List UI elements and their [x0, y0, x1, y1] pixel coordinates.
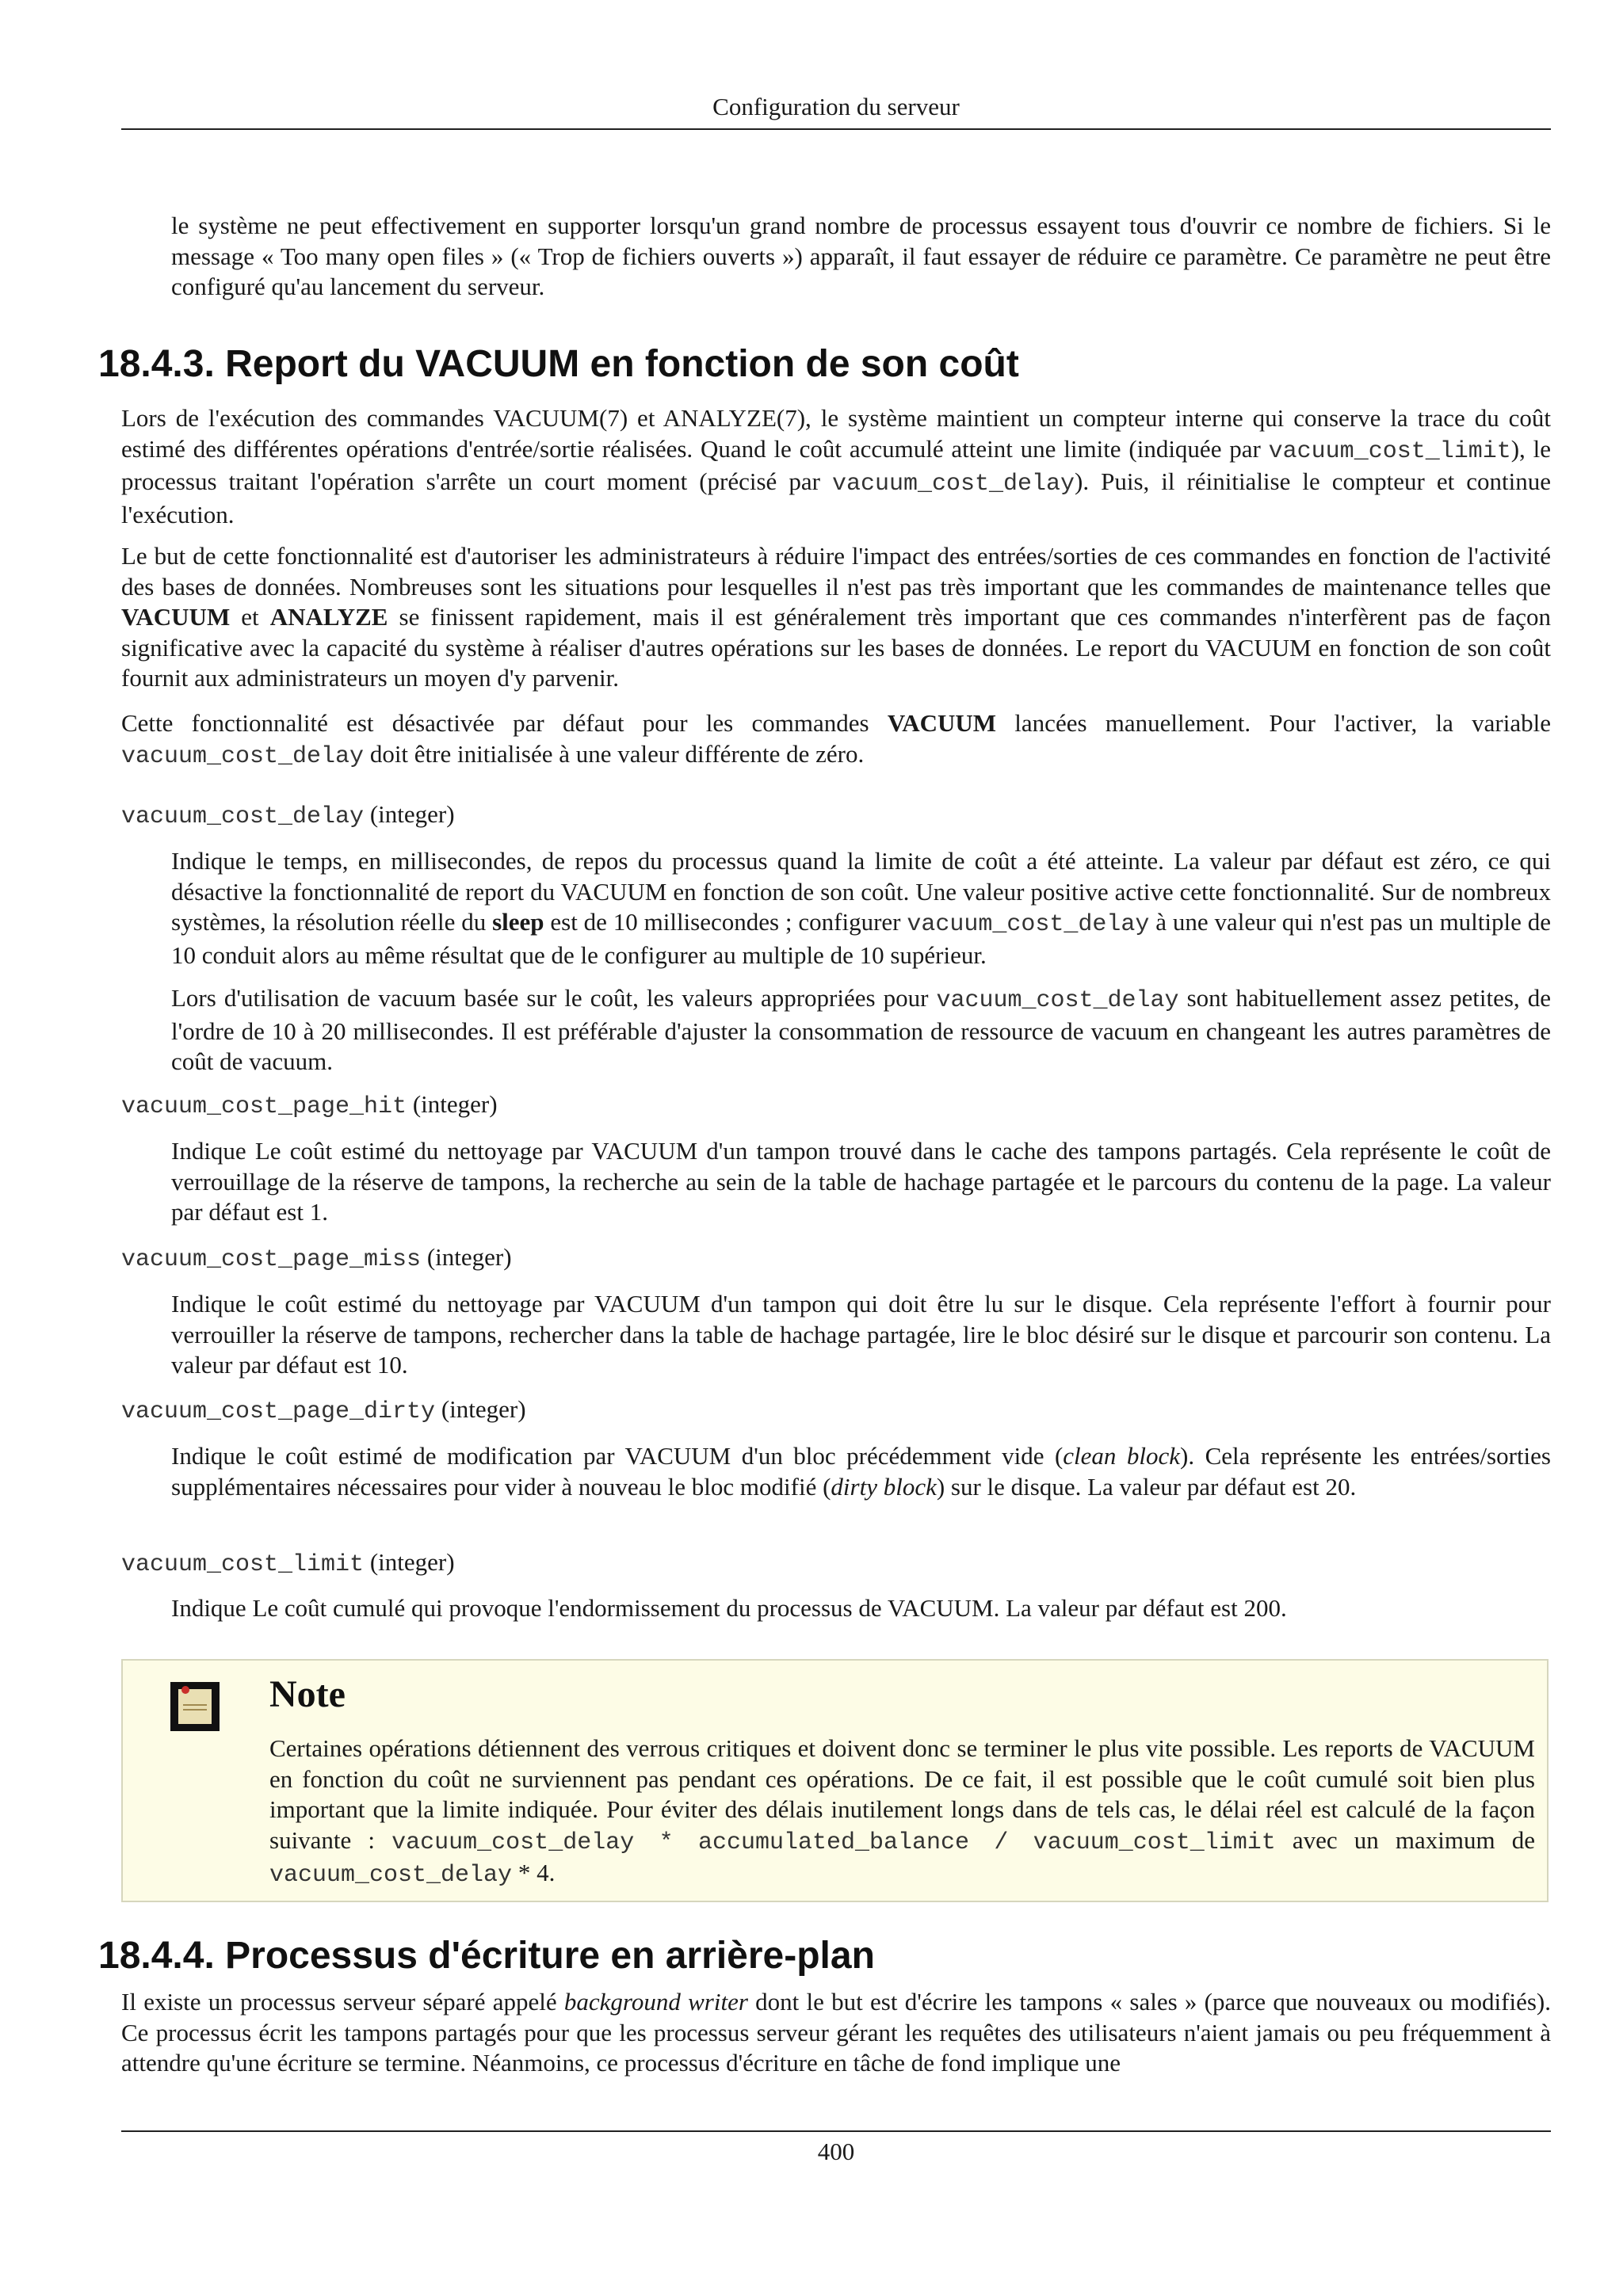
code-vacuum-cost-delay: vacuum_cost_delay: [907, 911, 1150, 938]
note-title: Note: [269, 1673, 346, 1715]
paragraph-background-writer: [121, 1987, 1551, 2079]
text-run: * 4.: [512, 1859, 556, 1886]
text-run: lancées manuellement. Pour l'activer, la variable: [996, 709, 1551, 737]
param-desc-vacuum-cost-page-miss: Indique le coût estimé du nettoyage par VACUUM d'un tampon qui doit être lu sur le disque. Cela représente l'effort à fournir pour verrouiller la réserve de tampons, rechercher dans la table de hachage partagée, lire le bloc désiré sur le disque et parcourir son contenu. La valeur par défaut est 10.: [171, 1290, 1551, 1379]
paragraph-purpose: [121, 541, 1551, 694]
param-type: (integer): [369, 800, 455, 828]
param-name: vacuum_cost_limit: [121, 1551, 365, 1578]
text-run: ) sur le disque. La valeur par défaut est 20.: [936, 1472, 1357, 1501]
param-desc-vacuum-cost-limit: Indique Le coût cumulé qui provoque l'endormissement du processus de VACUUM. La valeur par défaut est 200.: [171, 1594, 1287, 1622]
param-term-vacuum-cost-page-miss: [121, 1242, 1551, 1276]
param-name: vacuum_cost_page_miss: [121, 1246, 422, 1273]
text-run: sont habituellement assez petites, de l'ordre de 10 à 20 millisecondes. Il est préférable d'ajuster la consommation de ressource de vacuum en changeant les autres paramètres de coût de vacuum.: [171, 984, 1551, 1075]
text-run: Lors d'utilisation de vacuum basée sur le coût, les valeurs appropriées pour: [171, 984, 937, 1012]
text-run: Lors de l'exécution des commandes VACUUM(7) et ANALYZE(7), le système maintient un compteur interne qui conserve la trace du coût estimé des différentes opérations d'entrée/sortie réalisées. Quand le coût accumulé atteint une limite (indiquée par: [121, 404, 1551, 463]
param-desc-vacuum-cost-page-hit: Indique Le coût estimé du nettoyage par VACUUM d'un tampon trouvé dans le cache des tampons partagés. Cela représente le coût de verrouillage de la réserve de tampons, la recherche au sein de la table de hachage partagée et le parcours du contenu de la page. La valeur par défaut est 1.: [171, 1137, 1551, 1226]
text-run: Il existe un processus serveur séparé appelé: [121, 1988, 564, 2016]
text-run: ), le processus traitant l'opération s'arrête un court moment (précisé par: [121, 434, 1551, 495]
text-run: doit être initialisée à une valeur différente de zéro.: [364, 739, 865, 768]
header-rule: [121, 128, 1551, 130]
note-paper-shape: [178, 1689, 212, 1724]
note-icon: [170, 1682, 220, 1731]
page-number: 400: [817, 2138, 855, 2165]
text-run: avec un maximum de: [1275, 1825, 1536, 1854]
text-run: à une valeur qui n'est pas un multiple de 10 conduit alors au même résultat que de le configurer au multiple de 10 supérieur.: [171, 908, 1551, 969]
text-run: Certaines opérations détiennent des verrous critiques et doivent donc se terminer le plus vite possible. Les reports de VACUUM en fonction du coût ne surviennent pas pendant ces opérations. De ce fait, il est possible que le coût cumulé soit bien plus important que la limite indiquée. Pour éviter des délais inutilement longs dans de tels cas, le délai réel est calculé de la façon suivante :: [269, 1734, 1535, 1854]
lead-paragraph: le système ne peut effectivement en supporter lorsqu'un grand nombre de processus essayent tous d'ouvrir ce nombre de fichiers. Si le message « Too many open files » (« Trop de fichiers ouverts ») apparaît, il faut essayer de réduire ce paramètre. Ce paramètre ne peut être configuré qu'au lancement du serveur.: [171, 212, 1551, 300]
note-body: [269, 1733, 1535, 1891]
text-run: et: [230, 603, 270, 631]
text-run: Cette fonctionnalité est désactivée par défaut pour les commandes: [121, 709, 888, 737]
text-run: Le but de cette fonctionnalité est d'autoriser les administrateurs à réduire l'impact des entrées/sorties de ces commandes en fonction de l'activité des bases de données. Nombreuses sont les situations pour lesquelles il n'est pas très important que les commandes de maintenance telles que: [121, 542, 1551, 601]
param-desc-vacuum-cost-delay-2: [171, 983, 1551, 1077]
italic-background-writer: background writer: [563, 1988, 748, 2016]
text-run: ). Puis, il réinitialise le compteur et continue l'exécution.: [121, 467, 1551, 528]
param-type: (integer): [441, 1395, 526, 1423]
text-run: ). Cela représente les entrées/sorties supplémentaires nécessaires pour vider à nouveau le bloc modifié (: [171, 1442, 1551, 1501]
italic-clean-block: clean block: [1063, 1442, 1181, 1470]
code-vacuum-cost-delay: vacuum_cost_delay: [269, 1862, 513, 1889]
text-run: est de 10 millisecondes ; configurer: [544, 908, 907, 936]
note-pin-shape: [181, 1686, 189, 1694]
bold-analyze: ANALYZE: [269, 603, 388, 631]
code-vacuum-cost-delay: vacuum_cost_delay: [936, 987, 1179, 1014]
param-term-vacuum-cost-page-hit: [121, 1089, 1551, 1123]
text-run: se finissent rapidement, mais il est généralement très important que ces commandes n'interfèrent pas de façon significative avec la capacité du système à réaliser d'autres opérations sur les bases de données. Le report du VACUUM en fonction de son coût fournit aux administrateurs un moyen d'y parvenir.: [121, 603, 1552, 692]
bold-sleep: sleep: [492, 908, 544, 936]
param-desc-vacuum-cost-delay: [171, 846, 1551, 971]
italic-dirty-block: dirty block: [831, 1472, 937, 1501]
text-run: dont le but est d'écrire les tampons « sales » (parce que nouveaux ou modifiés). Ce processus écrit les tampons partagés pour que les processus serveur gérant les requêtes des utilisateurs n'aient jamais ou peu fréquemment à attendre qu'une écriture se termine. Néanmoins, ce processus d'écriture en tâche de fond implique une: [121, 1988, 1551, 2077]
paragraph-cost-counter: [121, 403, 1551, 530]
bold-vacuum: VACUUM: [121, 603, 231, 631]
text-run: Indique le temps, en millisecondes, de repos du processus quand la limite de coût a été atteinte. La valeur par défaut est zéro, ce qui désactive la fonctionnalité de report du VACUUM en fonction de son coût. Une valeur positive active cette fonctionnalité. Sur de nombreux systèmes, la résolution réelle du: [171, 847, 1551, 936]
param-name: vacuum_cost_delay: [121, 803, 365, 830]
note-lines-shape: [183, 1704, 207, 1706]
running-header: Configuration du serveur: [712, 93, 960, 120]
param-type: (integer): [412, 1090, 498, 1118]
param-type: (integer): [426, 1243, 512, 1271]
param-desc-vacuum-cost-page-dirty: [171, 1441, 1551, 1502]
bold-vacuum: VACUUM: [887, 709, 997, 737]
param-name: vacuum_cost_page_hit: [121, 1093, 407, 1120]
section-heading-background-writer: 18.4.4. Processus d'écriture en arrière-plan: [98, 1935, 875, 1977]
param-term-vacuum-cost-limit: [121, 1547, 1551, 1581]
param-name: vacuum_cost_page_dirty: [121, 1398, 436, 1425]
code-vacuum-cost-limit: vacuum_cost_limit: [1268, 437, 1511, 465]
code-vacuum-cost-delay: vacuum_cost_delay: [121, 742, 365, 770]
footer-rule: [121, 2130, 1551, 2132]
section-heading-vacuum-cost: 18.4.3. Report du VACUUM en fonction de son coût: [98, 343, 1019, 385]
code-delay-formula: vacuum_cost_delay * accumulated_balance / vacuum_cost_limit: [391, 1829, 1276, 1856]
paragraph-disabled-default: [121, 708, 1551, 772]
code-vacuum-cost-delay: vacuum_cost_delay: [831, 471, 1075, 498]
param-term-vacuum-cost-delay: [121, 799, 1551, 833]
param-type: (integer): [369, 1548, 455, 1576]
text-run: Indique le coût estimé de modification par VACUUM d'un bloc précédemment vide (: [171, 1442, 1064, 1470]
param-term-vacuum-cost-page-dirty: [121, 1394, 1551, 1428]
